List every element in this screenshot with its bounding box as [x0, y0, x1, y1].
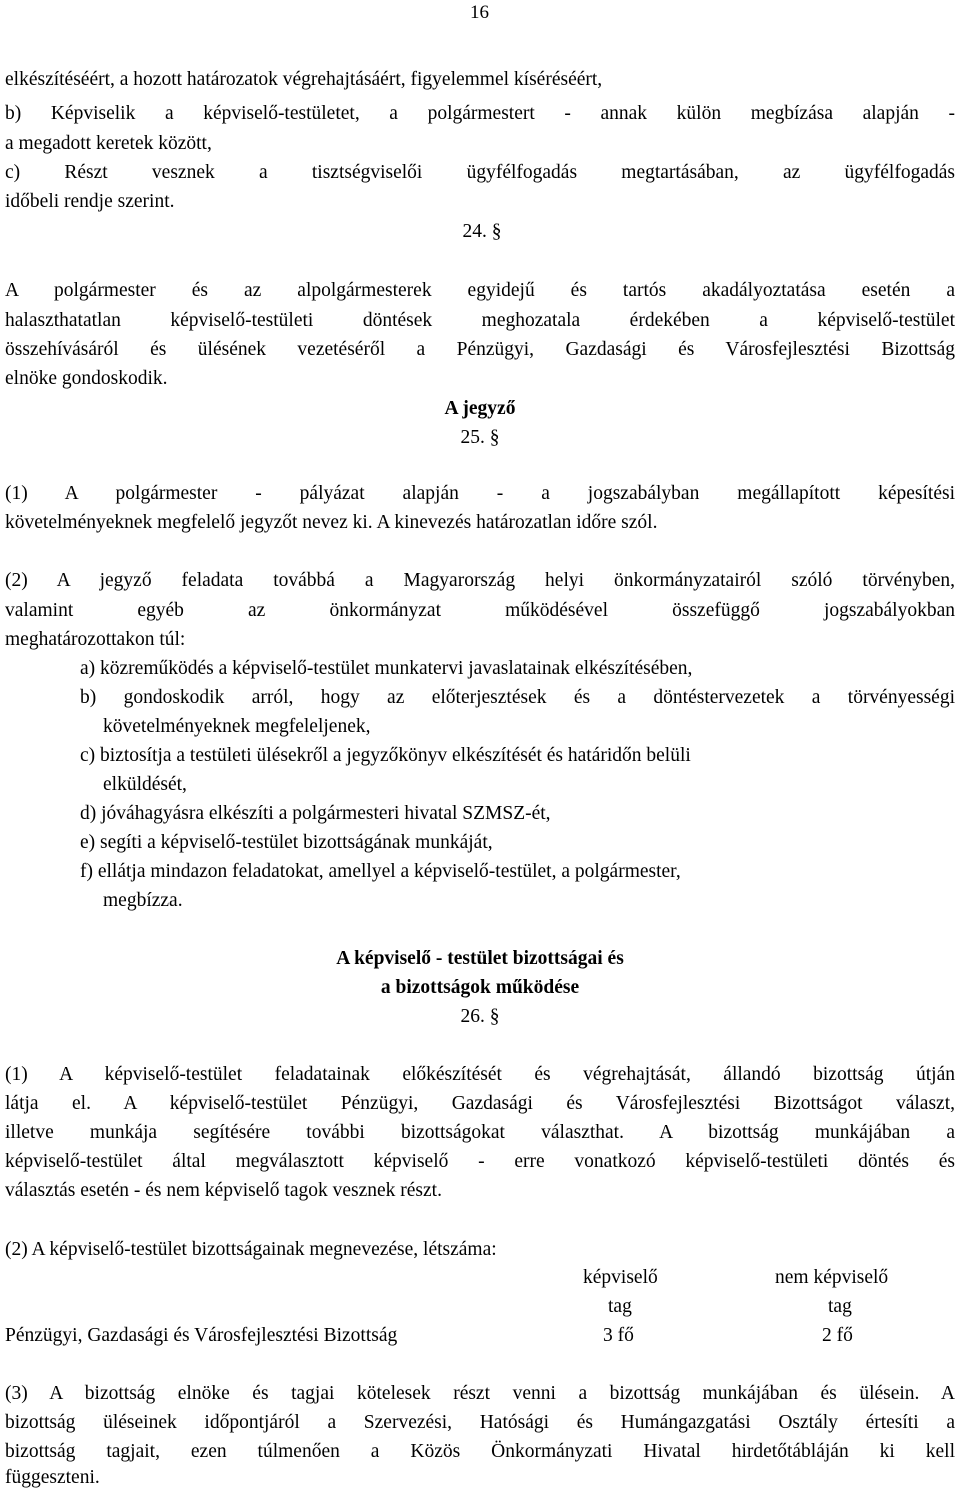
section-heading-26: 26. §	[460, 1006, 500, 1027]
text-line: választás esetén - és nem képviselő tagok vesznek részt.	[5, 1180, 442, 1201]
list-item: f) ellátja mindazon feladatokat, amellyel a képviselő-testület, a polgármester,	[80, 861, 681, 882]
text-line: (1) A képviselő-testület feladatainak előkészítését és végrehajtását, állandó bizottság útján	[5, 1064, 955, 1085]
table-header-nem-kepviselo: nem képviselő	[775, 1267, 889, 1288]
text-line: elkészítéséért, a hozott határozatok végrehajtásáért, figyelemmel kíséréséért,	[5, 69, 603, 90]
text-line: c) Részt vesznek a tisztségviselői ügyfélfogadás megtartásában, az ügyfélfogadás	[5, 162, 955, 183]
text-line: (2) A jegyző feladata továbbá a Magyarország helyi önkormányzatairól szóló törvényben,	[5, 570, 955, 591]
section-title-committees-1: A képviselő - testület bizottságai és	[336, 948, 624, 969]
list-item-continuation: elküldését,	[103, 774, 187, 795]
text-line: (1) A polgármester - pályázat alapján - a jogszabályban megállapított képesítési	[5, 483, 955, 504]
text-line: bizottság üléseinek időpontjáról a Szervezési, Hatósági és Humángazgatási Osztály értesíti a	[5, 1412, 955, 1433]
section-title-jegyzo: A jegyző	[444, 398, 516, 419]
text-line: A polgármester és az alpolgármesterek egyidejű és tartós akadályoztatása esetén a	[5, 280, 955, 301]
list-item-continuation: követelményeknek megfeleljenek,	[103, 716, 371, 737]
text-line: időbeli rendje szerint.	[5, 191, 175, 212]
text-line: látja el. A képviselő-testület Pénzügyi, Gazdasági és Városfejlesztési Bizottságot választ,	[5, 1093, 955, 1114]
list-item: a) közreműködés a képviselő-testület munkatervi javaslatainak elkészítésében,	[80, 658, 693, 679]
section-heading-25: 25. §	[460, 427, 500, 448]
list-item: d) jóváhagyásra elkészíti a polgármesteri hivatal SZMSZ-ét,	[80, 803, 551, 824]
text-line: képviselő-testület által megválasztott képviselő - erre vonatkozó képviselő-testületi döntés és	[5, 1151, 955, 1172]
section-heading-24: 24. §	[462, 221, 502, 242]
section-title-committees-2: a bizottságok működése	[380, 977, 580, 998]
text-line: (2) A képviselő-testület bizottságainak megnevezése, létszáma:	[5, 1239, 497, 1260]
table-header-kepviselo: képviselő	[583, 1267, 658, 1288]
text-line: elnöke gondoskodik.	[5, 368, 168, 389]
text-line: valamint egyéb az önkormányzat működésével összefüggő jogszabályokban	[5, 600, 955, 621]
list-item: b) gondoskodik arról, hogy az előterjesztések és a döntéstervezetek a törvényességi	[80, 687, 955, 708]
table-cell: 3 fő	[603, 1325, 634, 1346]
list-item: e) segíti a képviselő-testület bizottságának munkáját,	[80, 832, 493, 853]
list-item-continuation: megbízza.	[103, 890, 183, 911]
table-header-tag: tag	[608, 1296, 632, 1317]
text-line: összehívásáról és ülésének vezetéséről a Pénzügyi, Gazdasági és Városfejlesztési Bizottság	[5, 339, 955, 360]
list-item: c) biztosítja a testületi ülésekről a jegyzőkönyv elkészítését és határidőn belüli	[80, 745, 691, 766]
text-line: függeszteni.	[5, 1467, 100, 1488]
text-line: (3) A bizottság elnöke és tagjai kötelesek részt venni a bizottság munkájában és ülésein. A	[5, 1383, 955, 1404]
page-number: 16	[470, 2, 489, 23]
text-line: bizottság tagjait, ezen túlmenően a Közös Önkormányzati Hivatal hirdetőtábláján ki kell	[5, 1441, 955, 1462]
text-line: b) Képviselik a képviselő-testületet, a polgármestert - annak külön megbízása alapján -	[5, 103, 955, 124]
text-line: illetve munkája segítésére további bizottságokat választhat. A bizottság munkájában a	[5, 1122, 955, 1143]
table-row-name: Pénzügyi, Gazdasági és Városfejlesztési Bizottság	[5, 1325, 398, 1346]
table-header-tag: tag	[828, 1296, 852, 1317]
text-line: meghatározottakon túl:	[5, 629, 186, 650]
text-line: követelményeknek megfelelő jegyzőt nevez ki. A kinevezés határozatlan időre szól.	[5, 512, 658, 533]
text-line: a megadott keretek között,	[5, 133, 212, 154]
table-cell: 2 fő	[822, 1325, 853, 1346]
text-line: halaszthatatlan képviselő-testületi döntések meghozatala érdekében a képviselő-testület	[5, 310, 955, 331]
